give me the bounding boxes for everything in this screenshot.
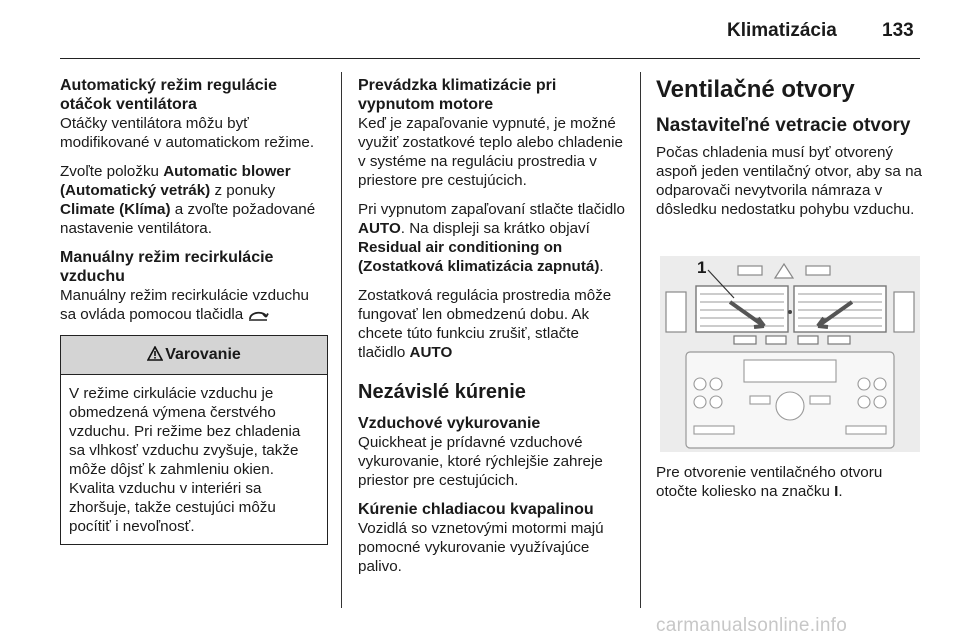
paragraph-residual-2: Pri vypnutom zapaľovaní stlačte tlačidlo AUTO. Na displeji sa krátko objaví Residual air conditioning on (Zostatková klimatizácia zapnutá).	[358, 201, 625, 275]
chapter-heading-vents: Ventilačné otvory	[656, 76, 855, 103]
column-3	[656, 76, 922, 500]
section-heading-auto-fan: Automatický režim regulácie otáčok ventilátora	[60, 77, 277, 113]
paragraph-residual-1: Keď je zapaľovanie vypnuté, je možné využiť zostatkové teplo alebo chladenie v systéme na reguláciu prostredia v priestore pre cestujúcich.	[358, 115, 623, 189]
section-heading-independent-heating: Nezávislé kúrenie	[358, 381, 526, 403]
paragraph-coolant-heating: Vozidlá so vznetovými motormi majú pomocné vykurovanie využívajúce palivo.	[358, 520, 604, 575]
watermark: carmanualsonline.info	[656, 615, 848, 636]
display-message-residual: Residual air conditioning on (Zostatková klimatizácia zapnutá)	[358, 239, 600, 275]
figure-callout-1: 1	[697, 258, 707, 277]
vents-illustration	[660, 256, 920, 452]
warning-box	[60, 335, 328, 545]
recirculation-icon	[247, 308, 269, 327]
paragraph-recirculation: Manuálny režim recirkulácie vzduchu sa ovláda pomocou tlačidla	[60, 286, 328, 327]
column-divider-2	[640, 72, 641, 608]
section-heading-coolant-heating: Kúrenie chladiacou kvapalinou	[358, 501, 594, 518]
column-2	[358, 76, 626, 586]
button-name-auto-2: AUTO	[409, 344, 453, 361]
column-1	[60, 76, 328, 545]
page-number: 133	[882, 20, 914, 41]
paragraph-residual-3: Zostatková regulácia prostredia môže fungovať len obmedzenú dobu. Ak chcete túto funkciu zrušiť, stlačte tlačidlo AUTO	[358, 287, 612, 361]
column-divider-1	[341, 72, 342, 608]
vent-mark-symbol: I	[834, 483, 839, 500]
paragraph-auto-fan: Otáčky ventilátora môžu byť modifikované v automatickom režime.	[60, 115, 315, 151]
warning-title: Varovanie	[165, 346, 241, 363]
paragraph-vents: Počas chladenia musí byť otvorený aspoň jeden ventilačný otvor, aby sa na odparovači nevytvorila námraza v dôsledku nedostatku pohybu vzduchu.	[656, 144, 922, 218]
section-heading-residual-climate: Prevádzka klimatizácie pri vypnutom motore	[358, 77, 557, 113]
header-rule	[60, 58, 920, 59]
menu-item-automatic-blower: Automatic blower (Automatický vetrák)	[60, 163, 291, 199]
warning-triangle-icon	[147, 338, 163, 376]
button-name-auto: AUTO	[358, 220, 401, 237]
warning-header	[61, 336, 327, 375]
paragraph-open-vent: Pre otvorenie ventilačného otvoru otočte koliesko na značku I.	[656, 464, 883, 500]
section-heading-adjustable-vents: Nastaviteľné vetracie otvory	[656, 115, 911, 136]
vents-drawing	[660, 256, 920, 452]
paragraph-air-heating: Quickheat je prídavné vzduchové vykurovanie, ktoré rýchlejšie zahreje priestor pre cestujúcich.	[358, 434, 603, 489]
menu-item-climate: Climate (Klíma)	[60, 201, 171, 218]
page-header-title: Klimatizácia	[727, 20, 837, 41]
section-heading-air-heating: Vzduchové vykurovanie	[358, 415, 541, 432]
section-heading-recirculation: Manuálny režim recirkulácie vzduchu	[60, 249, 274, 285]
warning-text: V režime cirkulácie vzduchu je obmedzená výmena čerstvého vzduchu. Pri režime bez chladenia sa vlhkosť vzduchu zvyšuje, takže môže dôjsť k zahmleniu okien. Kvalita vzduchu v interiéri sa zhoršuje, takže cestujúci môžu pocítiť i nevoľnosť.	[69, 385, 301, 535]
paragraph-auto-blower-menu: Zvoľte položku Automatic blower (Automatický vetrák) z ponuky Climate (Klíma) a zvoľte požadované nastavenie ventilátora.	[60, 163, 316, 237]
